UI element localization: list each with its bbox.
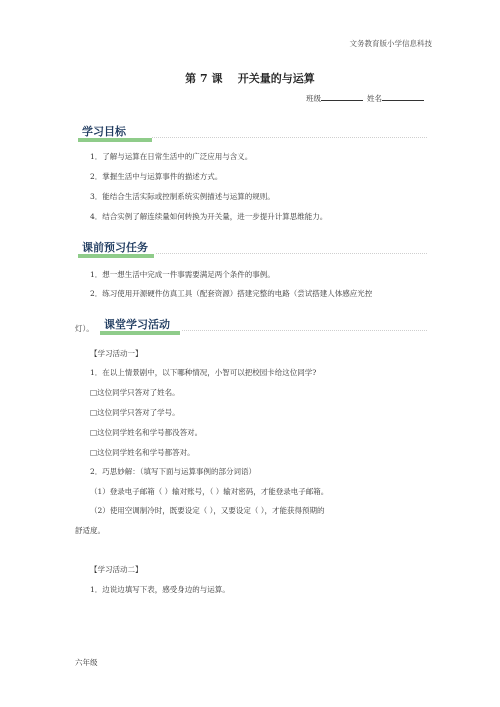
publisher-header: 文务教育版小学信息科技: [349, 39, 432, 48]
option-checkbox[interactable]: □这位同学只答对了姓名。: [90, 388, 180, 397]
objective-item: 1．了解与运算在日常生活中的广泛应用与含义。: [90, 152, 253, 161]
footer-grade: 六年级: [75, 658, 98, 667]
section-objectives-heading: [78, 121, 158, 143]
section-title: 课前预习任务: [82, 241, 148, 254]
preview-item: 2．练习使用开源硬件仿真工具（配套资源）搭建完整的电路（尝试搭建人体感应光控: [90, 289, 373, 298]
activity-question: 1．在以上情景剧中，以下哪种情况，小智可以把校园卡给这位同学?: [90, 368, 317, 377]
section-title: 学习目标: [82, 125, 126, 138]
page-title: 第 7 课 开关量的与运算: [185, 72, 315, 85]
activity-two-title: 【学习活动二】: [90, 565, 143, 574]
option-checkbox[interactable]: □这位同学只答对了学号。: [90, 408, 180, 417]
preview-item-continuation: 灯）。: [75, 324, 94, 333]
section-title: 课堂学习活动: [104, 318, 170, 331]
fill-in-sentence: （2）使用空调制冷时，既要设定（ ），又要设定（ ），才能获得预期的: [90, 506, 325, 515]
class-blank[interactable]: [321, 92, 363, 101]
option-checkbox[interactable]: □这位同学姓名和学号都没答对。: [90, 428, 203, 437]
name-blank[interactable]: [382, 92, 424, 101]
objective-item: 4．结合实例了解连续量如何转换为开关量，进一步提升计算思维能力。: [90, 212, 328, 221]
activity-question: 1．边说边填写下表，感受身边的与运算。: [90, 585, 230, 594]
dotted-divider: [152, 137, 427, 138]
section-preview-heading: [78, 237, 158, 259]
dotted-divider: [182, 330, 427, 331]
fill-in-sentence: （1）登录电子邮箱（ ）输对账号，（ ）输对密码，才能登录电子邮箱。: [90, 487, 329, 496]
objective-item: 2．掌握生活中与运算事件的描述方式。: [90, 172, 223, 181]
section-activities-heading: [100, 314, 186, 336]
objective-item: 3．能结合生活实际或控制系统实例描述与运算的规则。: [90, 192, 275, 201]
preview-item: 1．想一想生活中完成一件事需要满足两个条件的事例。: [90, 270, 275, 279]
class-name-line: [306, 92, 424, 104]
dotted-divider: [156, 253, 427, 254]
option-checkbox[interactable]: □这位同学姓名和学号都答对。: [90, 448, 195, 457]
fill-in-continuation: 舒适度。: [75, 526, 105, 535]
activity-one-title: 【学习活动一】: [90, 349, 143, 358]
activity-question: 2．巧思妙解：（填写下面与运算事例的部分词语）: [90, 467, 257, 476]
name-label: 姓名: [367, 94, 382, 103]
class-label: 班级: [306, 94, 321, 103]
